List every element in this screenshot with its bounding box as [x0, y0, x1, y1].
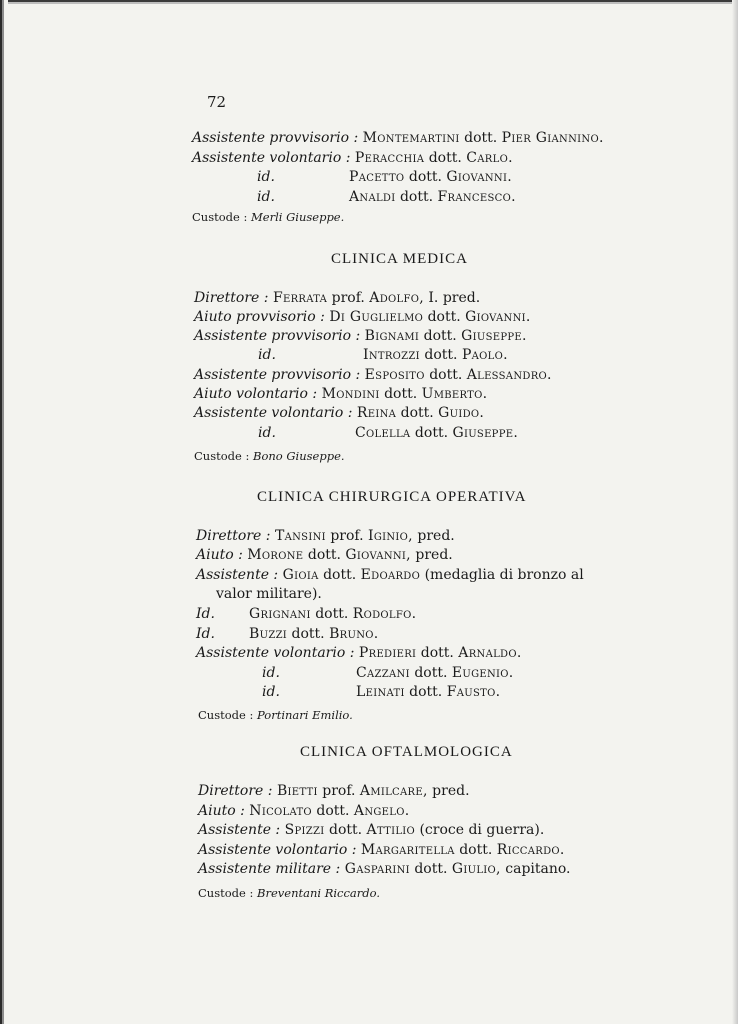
staff-line: Assistente : Spizzi dott. Attilio (croce di guerra). — [198, 822, 545, 838]
staff-name: Cazzani dott. Eugenio. — [356, 665, 514, 681]
staff-line: id. — [257, 189, 275, 205]
staff-line: Assistente provvisorio : Montemartini dott. Pier Giannino. — [192, 130, 604, 146]
custode-line: Custode : Merli Giuseppe. — [192, 210, 345, 224]
staff-line: Assistente militare : Gasparini dott. Giulio, capitano. — [198, 861, 571, 877]
staff-line: Assistente : Gioia dott. Edoardo (medaglia di bronzo al — [196, 567, 584, 583]
staff-name: Grignani dott. Rodolfo. — [249, 606, 417, 622]
staff-line: Assistente volontario : Peracchia dott. Carlo. — [192, 150, 513, 166]
staff-line: Assistente volontario : Predieri dott. Arnaldo. — [196, 645, 522, 661]
staff-line-continuation: valor militare). — [216, 586, 322, 602]
staff-line: Assistente provvisorio : Bignami dott. Giuseppe. — [194, 328, 527, 344]
staff-line: id. — [258, 425, 276, 441]
staff-line: Direttore : Tansini prof. Iginio, pred. — [196, 528, 455, 544]
page-right-edge — [732, 0, 738, 1024]
staff-line: Assistente volontario : Reina dott. Guido. — [194, 405, 485, 421]
staff-name: Pacetto dott. Giovanni. — [349, 169, 512, 185]
staff-line: Assistente volontario : Margaritella dott. Riccardo. — [198, 842, 565, 858]
staff-name: Colella dott. Giuseppe. — [355, 425, 519, 441]
staff-line: Aiuto provvisorio : Di Guglielmo dott. Giovanni. — [194, 309, 531, 325]
custode-line: Custode : Breventani Riccardo. — [198, 886, 381, 900]
staff-name: Buzzi dott. Bruno. — [249, 626, 379, 642]
custode-line: Custode : Portinari Emilio. — [198, 708, 353, 722]
staff-name: Introzzi dott. Paolo. — [363, 347, 508, 363]
staff-line: id. — [258, 347, 276, 363]
page-top-edge — [0, 0, 738, 14]
staff-line: Aiuto : Nicolato dott. Angelo. — [198, 803, 410, 819]
staff-line: id. — [262, 665, 280, 681]
staff-line: Id. — [196, 606, 215, 622]
section-title-oftalmologica: CLINICA OFTALMOLOGICA — [300, 744, 513, 760]
staff-line: Assistente provvisorio : Esposito dott. Alessandro. — [194, 367, 552, 383]
staff-line: Aiuto : Morone dott. Giovanni, pred. — [196, 547, 453, 563]
staff-line: Direttore : Bietti prof. Amilcare, pred. — [198, 783, 470, 799]
staff-line: Aiuto volontario : Mondini dott. Umberto. — [194, 386, 488, 402]
page-number: 72 — [207, 93, 227, 111]
staff-line: id. — [262, 684, 280, 700]
staff-line: id. — [257, 169, 275, 185]
staff-name: Analdi dott. Francesco. — [349, 189, 516, 205]
page-left-edge — [0, 0, 8, 1024]
custode-line: Custode : Bono Giuseppe. — [194, 449, 345, 463]
section-title-chirurgica: CLINICA CHIRURGICA OPERATIVA — [257, 489, 527, 505]
staff-line: Direttore : Ferrata prof. Adolfo, I. pred. — [194, 290, 481, 306]
staff-name: Leinati dott. Fausto. — [356, 684, 501, 700]
section-title-medica: CLINICA MEDICA — [331, 251, 468, 267]
staff-line: Id. — [196, 626, 215, 642]
